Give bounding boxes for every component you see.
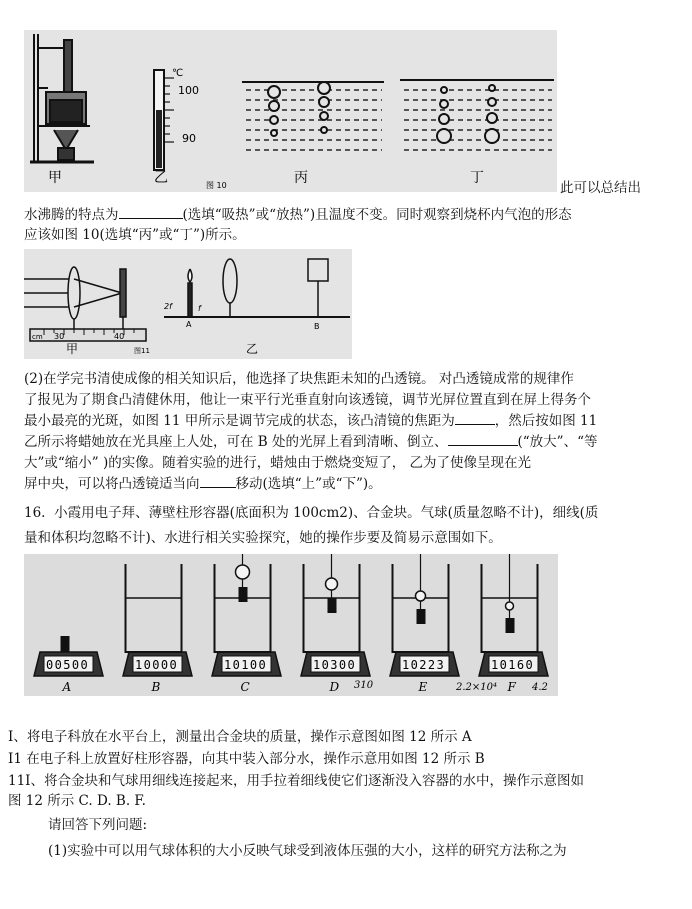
fig10-caption: 图 10 [206, 181, 227, 190]
handwritten-note-1: 310 [354, 680, 374, 691]
balloon [416, 591, 426, 601]
scale-reading: 10223 [402, 658, 446, 672]
container [126, 564, 182, 652]
scale-panel [479, 554, 548, 694]
fig11-label-yi: 乙 [246, 342, 259, 356]
bubbles-ding [400, 80, 554, 150]
answer-blank-focal-length[interactable] [455, 411, 495, 425]
alloy-block [61, 636, 70, 652]
label-point-b: B [314, 322, 320, 331]
question-1: (1)实验中可以用气球体积的大小反映气球受到液体压强的大小，这样的研究方法称之为 [48, 843, 567, 859]
label-point-a: A [186, 320, 192, 329]
label-2f: 2f [164, 302, 172, 311]
alloy-block [328, 598, 337, 613]
thermo-unit: ℃ [172, 68, 184, 79]
q15-2-line4-a: 乙所示将蜡她放在光具座上人处，可在 B 处的光屏上看到清晰、倒立、 [24, 434, 448, 450]
q15-2-line2: 了报见为了期食凸清健休用，他让一束平行光垂直射向该透镜，调节光屏位置直到在屏上得务个 [24, 392, 591, 408]
figure-11 [24, 249, 352, 359]
step-3b: 图 12 所示 C. D. B. F. [8, 793, 146, 809]
panel-label: B [151, 680, 161, 694]
q16-number: 16. [24, 505, 46, 521]
step-1: I、将电子科放在水平台上，测量出合金块的质量，操作示意图如图 12 所示 A [8, 729, 472, 745]
q15-2-line3 [24, 411, 672, 431]
answer-blank-heat[interactable] [119, 205, 183, 219]
q15-2-line3-b: ，然后按如图 11 [494, 413, 598, 429]
answer-blank-direction[interactable] [200, 474, 236, 488]
thermo-bottom-value: 90 [182, 132, 196, 145]
scale-reading: 10300 [313, 658, 357, 672]
q16-line2: 量和体积均忽略不计)、水进行相关实验探究，她的操作步要及简易示意围如下。 [24, 530, 502, 546]
fig10-label-yi: 乙 [154, 170, 168, 186]
fig11-label-jia: 甲 [66, 342, 79, 356]
q15-2-line5: 大”或“缩小” )的实像。随着实验的进行，蜡烛由于燃烧变短了， 乙为了使像呈现在光 [24, 455, 532, 471]
scale-reading: 10160 [491, 658, 535, 672]
thermo-top-value: 100 [178, 84, 199, 97]
fig10-label-ding: 丁 [470, 170, 484, 186]
step-2: I1 在电子科上放置好柱形容器，向其中装入部分水，操作示意用如图 12 所示 B [8, 751, 485, 767]
q15-2-line6-b: 移动(选填“上”或“下”)。 [235, 476, 382, 492]
step-3a: 11I、将合金块和气球用细线连接起来，用手拉着细线使它们逐渐没入容器的水中，操作示意图如 [8, 773, 585, 789]
scale-panel [390, 554, 459, 694]
bubbles-bing [242, 82, 384, 150]
q15-2-line1: (2)在学完书清使成像的相关知识后，他选择了块焦距未知的凸透镜。 对凸透镜成常的规律作 [24, 371, 574, 387]
focal-setup [24, 267, 146, 341]
figure-12 [24, 554, 558, 696]
answer-prompt: 请回答下列问题: [48, 817, 148, 833]
label-f: f [198, 304, 201, 313]
scale-panel [34, 636, 103, 694]
q15-2-line3-a: 最小最亮的光斑，如图 11 甲所示是调节完成的状态，该凸清镜的焦距为 [24, 413, 455, 429]
q15-2-line6-a: 屏中央，可以将凸透镜适当向 [24, 476, 200, 492]
fig10-trailing-text: 此可以总结出 [560, 180, 641, 196]
alloy-block [239, 587, 248, 602]
ruler-40: 40 [114, 332, 125, 341]
ruler-unit: cm [32, 333, 43, 341]
scale-panel [123, 564, 192, 694]
q15-2-line4-b: (“放大”、“等 [517, 434, 598, 450]
alloy-block [506, 618, 515, 633]
thermometer [154, 70, 174, 170]
scale-reading: 10000 [135, 658, 179, 672]
q16-line1 [24, 503, 672, 523]
q15-1-line1-b: (选填“吸热”或“放热”)且温度不变。同时观察到烧杯内气泡的形态 [182, 207, 572, 223]
q16-line1-text: 小霞用电子拜、薄壁柱形容器(底面积为 100cm2)、合金块。气球(质量忽略不计)，细线(质 [54, 505, 599, 521]
q15-2-line6 [24, 474, 672, 494]
panel-label: E [418, 680, 428, 694]
ruler-30: 30 [54, 332, 65, 341]
panel-label: C [240, 680, 250, 694]
handwritten-note-3: 4.2 [532, 682, 548, 693]
balloon [236, 565, 250, 579]
panel-label: D [329, 680, 340, 694]
panel-label: A [62, 680, 72, 694]
fig10-label-bing: 丙 [294, 170, 308, 186]
q15-2-line4 [24, 432, 672, 452]
figure-10 [24, 30, 557, 192]
fig11-caption: 图11 [134, 347, 150, 355]
optical-bench [164, 259, 350, 317]
scale-reading: 10100 [224, 658, 268, 672]
boiling-apparatus [30, 34, 94, 162]
scale-reading: 00500 [46, 658, 90, 672]
answer-blank-image-size[interactable] [448, 432, 518, 446]
scale-panel [301, 554, 370, 694]
balloon [326, 578, 338, 590]
q15-1-line1 [24, 205, 672, 225]
panel-label: F [507, 680, 516, 694]
q15-1-line1-a: 水沸腾的特点为 [24, 207, 119, 223]
handwritten-note-2: 2.2×10⁴ [456, 682, 498, 693]
scale-panel [212, 554, 281, 694]
q15-1-line2: 应该如图 10(选填“丙”或“丁”)所示。 [24, 227, 246, 243]
alloy-block [417, 609, 426, 624]
fig10-label-jia: 甲 [48, 170, 62, 186]
balloon [506, 602, 514, 610]
